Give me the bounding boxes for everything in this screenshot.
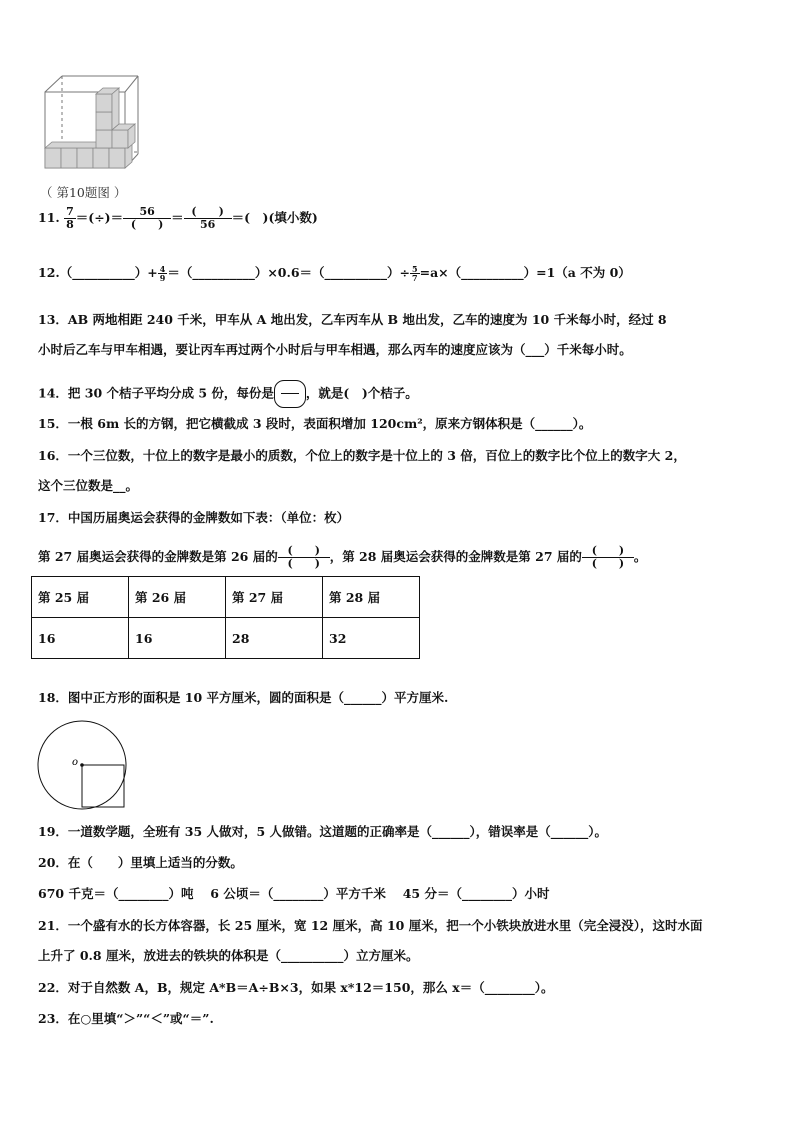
table-cell: 28 <box>226 618 323 659</box>
figure-10-cube-diagram <box>40 72 140 172</box>
circle-square-diagram <box>36 720 130 814</box>
table-row <box>32 618 420 659</box>
blank-fraction-box <box>274 380 306 408</box>
question-14: 14．把 30 个桔子平均分成 5 份，每份是 ，就是( )个桔子。 <box>38 380 418 408</box>
fraction-56-blank: $\frac{56}{( )}$ <box>123 206 171 231</box>
table-header-cell: 第 25 届 <box>32 577 129 618</box>
question-15: 15．一根 6m 长的方钢，把它横截成 3 段时，表面积增加 120cm²，原来方钢体积是（______）。 <box>38 416 592 431</box>
question-11: 11. $\frac{7}{8}$ ＝(÷)＝ $\frac{56}{( )}$ ＝ $\frac{( )}{56}$ ＝( )(填小数) <box>38 205 318 231</box>
question-17-sentence: 第 27 届奥运会获得的金牌数是第 26 届的 $\frac{( )}{( )}$ ，第 28 届奥运会获得的金牌数是第 27 届的 $\frac{( )}{( )}$ 。 <box>38 544 647 570</box>
table-header-cell: 第 28 届 <box>323 577 420 618</box>
question-20-title: 20．在（ ）里填上适当的分数。 <box>38 855 243 870</box>
question-22: 22．对于自然数 A，B，规定 A*B＝A÷B×3，如果 x*12＝150，那么 x＝（________）。 <box>38 980 554 995</box>
table-cell: 32 <box>323 618 420 659</box>
question-21-line-1: 21．一个盛有水的长方体容器，长 25 厘米，宽 12 厘米，高 10 厘米，把一个小铁块放进水里（完全浸没），这时水面 <box>38 918 703 933</box>
fraction-7-8: $\frac{7}{8}$ <box>66 205 74 231</box>
question-23: 23．在○里填“＞”“＜”或“＝”. <box>38 1011 214 1026</box>
table-header-cell: 第 26 届 <box>129 577 226 618</box>
center-label: o <box>72 757 79 768</box>
fraction-blank-56: $\frac{( )}{56}$ <box>184 206 232 231</box>
gold-medal-table <box>31 576 420 659</box>
fraction-blank-2: $\frac{( )}{( )}$ <box>582 545 634 570</box>
question-20-conversions: 670 千克＝（________）吨 6 公顷＝（________）平方千米 45 分＝（________）小时 <box>38 886 550 901</box>
question-16-line-2: 这个三位数是__。 <box>38 478 139 493</box>
fraction-5-7: $\frac{5}{7}$ <box>412 264 418 283</box>
question-12: 12.（__________）+ $\frac{4}{9}$ ＝（__________）×0.6＝（__________）÷ $\frac{5}{7}$ =a×（__________）=1（a 不为 0） <box>38 264 631 283</box>
table-header-cell: 第 27 届 <box>226 577 323 618</box>
question-18: 18．图中正方形的面积是 10 平方厘米，圆的面积是（______）平方厘米. <box>38 690 449 705</box>
fraction-4-9: $\frac{4}{9}$ <box>159 264 166 283</box>
question-19: 19．一道数学题，全班有 35 人做对，5 人做错。这道题的正确率是（______），错误率是（______）。 <box>38 824 608 839</box>
question-16-line-1: 16．一个三位数，十位上的数字是最小的质数，个位上的数字是十位上的 3 倍，百位上的数字比个位上的数字大 2， <box>38 448 686 463</box>
question-13-line-2: 小时后乙车与甲车相遇，要让丙车再过两个小时后与甲车相遇，那么丙车的速度应该为（___）千米每小时。 <box>38 342 632 357</box>
table-cell: 16 <box>32 618 129 659</box>
fraction-blank-1: $\frac{( )}{( )}$ <box>278 545 330 570</box>
question-17-title: 17．中国历届奥运会获得的金牌数如下表：（单位：枚） <box>38 510 350 525</box>
question-13-line-1: 13．AB 两地相距 240 千米，甲车从 A 地出发，乙车丙车从 B 地出发，乙车的速度为 10 千米每小时，经过 8 <box>38 312 667 327</box>
table-header-row <box>32 577 420 618</box>
question-21-line-2: 上升了 0.8 厘米，放进去的铁块的体积是（__________）立方厘米。 <box>38 948 419 963</box>
figure-10-caption: （ 第10题图 ） <box>40 185 127 200</box>
table-cell: 16 <box>129 618 226 659</box>
